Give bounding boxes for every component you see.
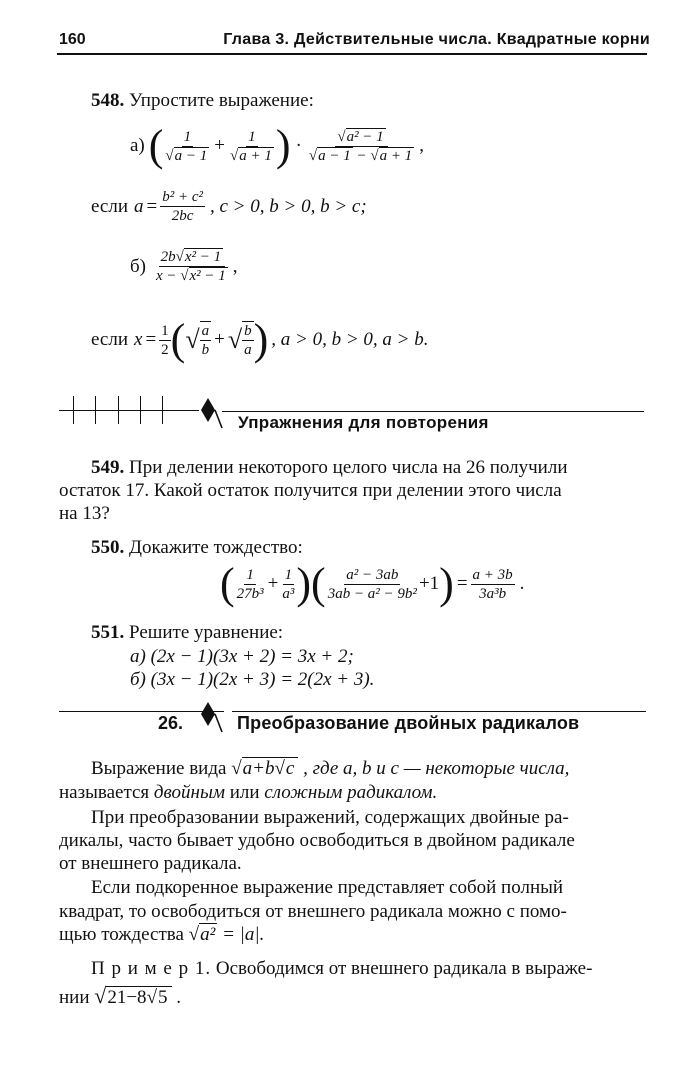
diamond-bullet-icon xyxy=(200,396,230,430)
paragraph-1-line1: Выражение вида √a+b√c , где a, b и c — некоторые числа, xyxy=(91,758,570,779)
paragraph-2-line2: дикалы, часто бывает удобно освободиться в двойном радикале xyxy=(59,830,575,851)
fraction: $\frac{a + 3b}{\text{3a³b}}$ xyxy=(472,566,513,602)
fraction: $\frac{\text{√a² − 1}}{√a - 1 - √a + 1}$ xyxy=(308,128,413,164)
fraction: $\frac{1}{√a + 1}$ xyxy=(230,128,272,164)
condition-548b: если x = $\frac{1}{2}$ ( √ $\frac{a}{b}$ + √ $\frac{b}{a}$ ) , a > 0, b > 0, a > b. xyxy=(91,315,429,364)
review-section-title: Упражнения для повторения xyxy=(238,413,489,432)
fraction: $\frac{\text{a² − 3ab}}{\text{3ab − a² − 9b²}}$ xyxy=(327,566,417,602)
exercise-549-line2: остаток 17. Какой остаток получится при делении этого числа xyxy=(59,480,562,501)
paragraph-3-line2: квадрат, то освободиться от внешнего радикала можно с помо- xyxy=(59,901,567,922)
item-label: а) xyxy=(130,135,145,156)
paragraph-2-line1: При преобразовании выражений, содержащих двойные ра- xyxy=(91,807,569,828)
exercise-548a: а) ( $\frac{1}{√a - 1}$ + $\frac{1}{√a + 1}$ ) · $\frac{\text{√a² − 1}}{√a - 1 - √a + 1}$ , xyxy=(130,121,424,170)
exercise-551a: а) (2x − 1)(3x + 2) = 3x + 2; xyxy=(130,646,354,667)
fraction: $\frac{1}{\text{27b³}}$ xyxy=(236,566,264,602)
exercise-549-line3: на 13? xyxy=(59,503,110,524)
fraction: $\frac{b}{a}$ xyxy=(244,323,252,358)
paragraph-2-line3: от внешнего радикала. xyxy=(59,853,242,874)
fraction: $\frac{1}{\text{a³}}$ xyxy=(282,566,295,602)
exercise-550-heading: 550. Докажите тождество: xyxy=(91,537,303,558)
header-rule xyxy=(57,53,647,55)
fraction: $\frac{1}{2}$ xyxy=(161,322,169,358)
exercise-549-line1: 549. При делении некоторого целого числа на 26 получили xyxy=(91,457,568,478)
condition-548a: если a = $\frac{\text{b² + c²}}{2bc}$ , c > 0, b > 0, b > c; xyxy=(91,189,367,224)
page-number: 160 xyxy=(59,31,86,48)
fraction: $\frac{\text{2b√x² − 1}}{\text{x − √x² − 1}}$ xyxy=(156,249,226,284)
paragraph-1-line2: называется двойным или сложным радикалом. xyxy=(59,782,438,803)
exercise-551-heading: 551. Решите уравнение: xyxy=(91,622,284,643)
item-label: б) xyxy=(130,255,146,277)
paragraph-3-line1: Если подкоренное выражение представляет собой полный xyxy=(91,877,564,898)
fraction: $\frac{\text{b² + c²}}{2bc}$ xyxy=(162,189,203,224)
section-number: 26. xyxy=(158,713,184,733)
example-1-line1: П р и м е р 1. Освободимся от внешнего радикала в выраже- xyxy=(91,958,593,979)
exercise-548-heading: 548. Упростите выражение: xyxy=(91,90,314,111)
exercise-550-identity: ( $\frac{1}{\text{27b³}}$ + $\frac{1}{\text{a³}}$ )( $\frac{\text{a² − 3ab}}{\text{3ab − a² − 9b²}}$ +1 ) = $\frac{a + 3b}{\text{3a³b}}$ . xyxy=(220,559,525,608)
diamond-bullet-icon xyxy=(200,700,230,734)
example-1-line2: нии √21−8√5 . xyxy=(59,983,181,1008)
fraction: $\frac{a}{b}$ xyxy=(201,323,210,358)
exercise-551b: б) (3x − 1)(2x + 3) = 2(2x + 3). xyxy=(130,669,375,690)
fraction: $\frac{1}{√a - 1}$ xyxy=(165,128,208,164)
chapter-title: Глава 3. Действительные числа. Квадратные корни xyxy=(223,31,650,48)
section-title: Преобразование двойных радикалов xyxy=(237,713,580,733)
exercise-548b: б) $\frac{\text{2b√x² − 1}}{\text{x − √x² − 1}}$ , xyxy=(130,249,238,284)
paragraph-3-line3: щью тождества √a² = |a|. xyxy=(59,924,265,945)
